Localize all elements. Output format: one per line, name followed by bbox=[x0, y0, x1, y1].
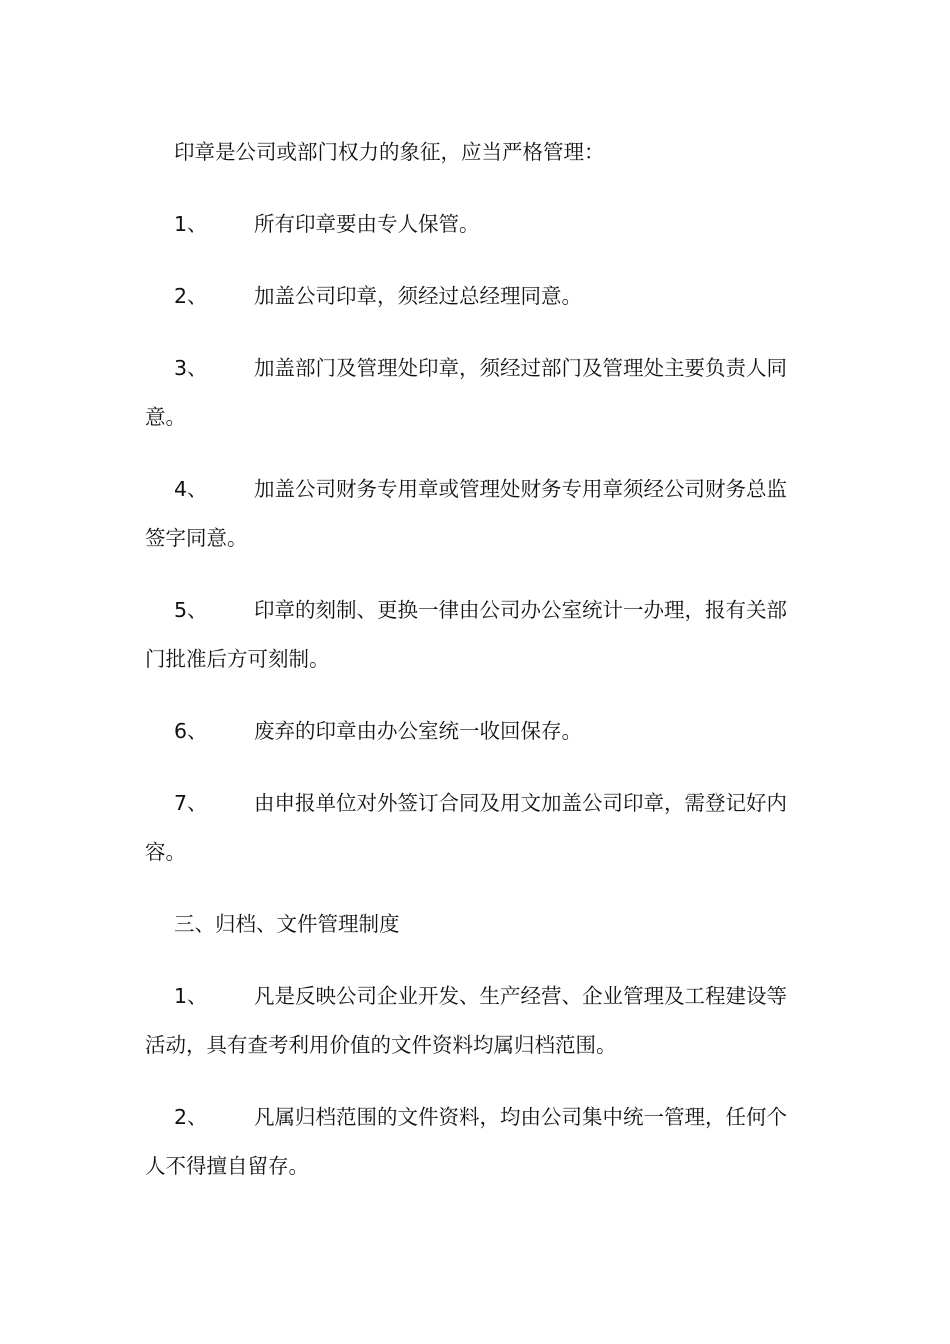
item-text: 加盖部门及管理处印章，须经过部门及管理处主要负责人同意。 bbox=[145, 356, 787, 429]
item-number: 3、 bbox=[174, 356, 208, 380]
item-text: 印章的刻制、更换一律由公司办公室统计一办理，报有关部门批准后方可刻制。 bbox=[145, 598, 787, 671]
item-text: 加盖公司印章，须经过总经理同意。 bbox=[254, 284, 582, 308]
item-number: 6、 bbox=[174, 719, 208, 743]
item-number: 1、 bbox=[174, 212, 208, 236]
seal-item-1 bbox=[145, 200, 795, 249]
item-number: 2、 bbox=[174, 284, 208, 308]
archive-item-2 bbox=[145, 1093, 795, 1191]
seal-item-7 bbox=[145, 779, 795, 877]
seal-item-3 bbox=[145, 344, 795, 442]
item-number: 1、 bbox=[174, 984, 208, 1008]
archive-item-1 bbox=[145, 972, 795, 1070]
item-text: 由申报单位对外签订合同及用文加盖公司印章，需登记好内容。 bbox=[145, 791, 787, 864]
item-text: 所有印章要由专人保管。 bbox=[254, 212, 480, 236]
intro-paragraph: 印章是公司或部门权力的象征，应当严格管理： bbox=[174, 140, 605, 164]
seal-item-2 bbox=[145, 272, 795, 321]
item-text: 加盖公司财务专用章或管理处财务专用章须经公司财务总监签字同意。 bbox=[145, 477, 787, 550]
section-heading: 三、归档、文件管理制度 bbox=[174, 912, 400, 936]
document-body bbox=[145, 128, 795, 1214]
seal-item-6 bbox=[145, 707, 795, 756]
seal-item-4 bbox=[145, 465, 795, 563]
item-number: 7、 bbox=[174, 791, 208, 815]
item-number: 2、 bbox=[174, 1105, 208, 1129]
item-text: 废弃的印章由办公室统一收回保存。 bbox=[254, 719, 582, 743]
item-number: 5、 bbox=[174, 598, 208, 622]
item-text: 凡是反映公司企业开发、生产经营、企业管理及工程建设等活动，具有查考利用价值的文件资料均属归档范围。 bbox=[145, 984, 787, 1057]
seal-item-5 bbox=[145, 586, 795, 684]
item-text: 凡属归档范围的文件资料，均由公司集中统一管理，任何个人不得擅自留存。 bbox=[145, 1105, 787, 1178]
item-number: 4、 bbox=[174, 477, 208, 501]
